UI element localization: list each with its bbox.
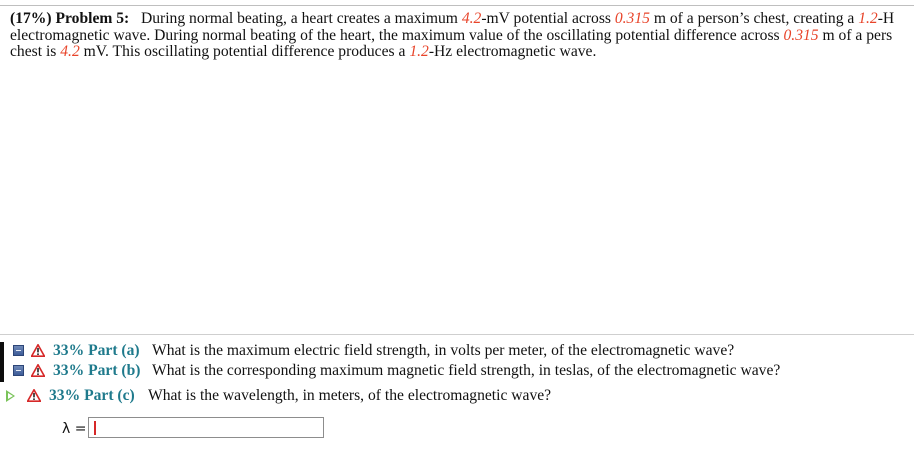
part-b-row[interactable]	[0, 362, 914, 382]
part-b-percent[interactable]: 33% Part (b)	[53, 362, 141, 379]
part-a-row[interactable]	[0, 342, 914, 362]
collapsed-box-icon[interactable]	[13, 365, 24, 376]
problem-line-2	[10, 28, 914, 45]
variable-frequency: 1.2	[858, 10, 878, 27]
problem-text-segment: chest is	[10, 43, 61, 60]
part-b-question: What is the corresponding maximum magnetic field strength, in teslas, of the electromagnetic wave?	[152, 362, 781, 379]
warning-triangle-icon	[27, 389, 41, 402]
warning-triangle-icon	[31, 344, 45, 357]
problem-text-segment: mV. This oscillating potential difference produces a	[79, 43, 410, 60]
problem-text-segment: m of a pers	[818, 26, 893, 44]
variable-distance: 0.315	[783, 26, 819, 44]
problem-statement	[0, 5, 914, 335]
text-cursor	[94, 421, 96, 435]
section-divider	[0, 334, 914, 335]
variable-frequency: 1.2	[409, 43, 429, 60]
problem-line-3	[10, 44, 914, 61]
problem-text	[10, 11, 914, 61]
problem-text-segment: electromagnetic wave. During normal beating of the heart, the maximum value of the oscillating potential difference across	[10, 26, 784, 44]
collapsed-box-icon[interactable]	[13, 345, 24, 356]
part-a-question: What is the maximum electric field strength, in volts per meter, of the electromagnetic wave?	[152, 342, 735, 359]
problem-text-segment: -H	[877, 10, 895, 27]
problem-text-segment: -Hz electromagnetic wave.	[428, 43, 597, 60]
problem-text-segment: During normal beating, a heart creates a maximum	[140, 10, 462, 27]
answer-area	[0, 416, 914, 446]
problem-text-segment: m of a person’s chest, creating a	[649, 10, 859, 27]
wavelength-answer-input[interactable]	[88, 417, 324, 438]
part-a-percent[interactable]: 33% Part (a)	[53, 342, 140, 359]
part-c-question: What is the wavelength, in meters, of the electromagnetic wave?	[148, 387, 552, 404]
part-c-percent[interactable]: 33% Part (c)	[49, 387, 135, 404]
problem-weight: (17%)	[10, 10, 52, 27]
variable-voltage: 4.2	[461, 10, 482, 27]
problem-text-segment: -mV potential across	[481, 10, 615, 27]
part-c-row[interactable]	[0, 387, 914, 407]
problem-label: Problem 5:	[55, 10, 130, 27]
wavelength-symbol-label: λ =	[62, 421, 87, 437]
warning-triangle-icon	[31, 364, 45, 377]
parts-panel	[0, 336, 914, 464]
problem-line-1	[10, 11, 914, 28]
play-triangle-icon[interactable]	[6, 390, 15, 402]
clipped-text-fragment	[60, 0, 360, 4]
variable-voltage: 4.2	[60, 43, 80, 60]
variable-distance: 0.315	[614, 10, 650, 27]
